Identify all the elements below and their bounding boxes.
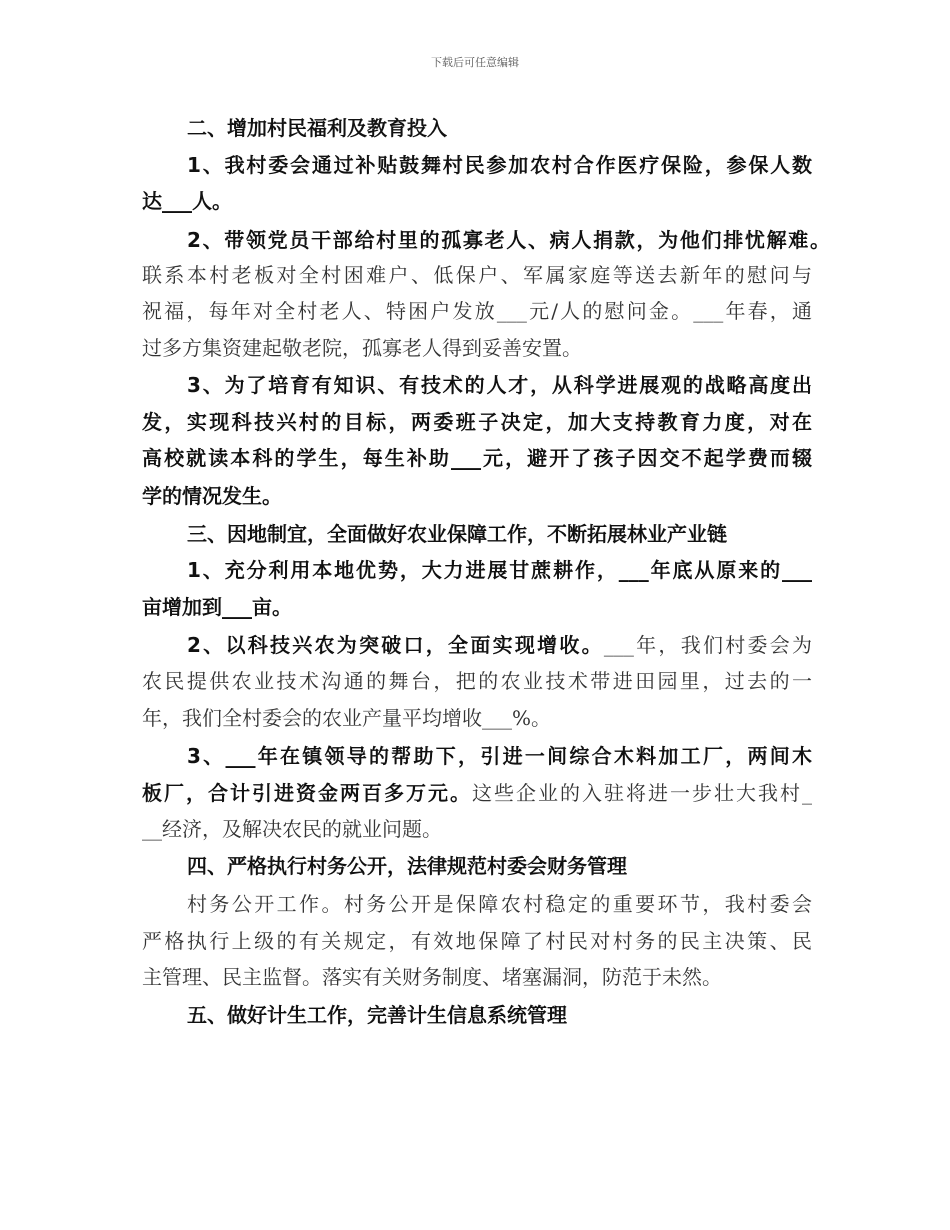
text-bold: 1、充分利用本地优势，大力进展甘蔗耕作，___年底从原来的___: [187, 558, 812, 582]
text-bold: 五、做好计生工作，完善计生信息系统管理: [187, 1003, 567, 1027]
section-heading-5: [187, 1002, 857, 1028]
section-heading-3: [187, 521, 857, 547]
paragraph-line: [142, 409, 812, 435]
text-normal: 严格执行上级的有关规定，有效地保障了村民对村务的民主决策、民: [142, 929, 812, 953]
paragraph-line: [142, 298, 812, 324]
text-normal: 年，我们全村委会的农业产量平均增收___%。: [142, 706, 552, 730]
paragraph-line: [187, 632, 812, 658]
text-bold: 学的情况发生。: [142, 484, 282, 508]
text-normal: 主管理、民主监督。落实有关财务制度、堵塞漏洞，防范于未然。: [142, 965, 722, 989]
text-normal: __经济，及解决农民的就业问题。: [142, 817, 442, 841]
text-normal: ___年，我们村委会为: [603, 633, 813, 657]
paragraph-line: [142, 188, 812, 214]
text-normal: 联系本村老板对全村困难户、低保户、军属家庭等送去新年的慰问与: [142, 263, 812, 287]
paragraph-line: [142, 445, 812, 471]
text-normal: 这些企业的入驻将进一步壮大我村_: [472, 781, 812, 805]
paragraph-line: [142, 928, 812, 954]
section-heading-4: [187, 853, 857, 879]
text-bold: 高校就读本科的学生，每生补助___元，避开了孩子因交不起学费而辍: [142, 446, 812, 470]
text-bold: 3、___年在镇领导的帮助下，引进一间综合木料加工厂，两间木: [187, 744, 812, 768]
text-bold: 二、增加村民福利及教育投入: [187, 116, 447, 140]
text-normal: 农民提供农业技术沟通的舞台，把的农业技术带进田园里，过去的一: [142, 669, 812, 693]
text-bold: 亩增加到___亩。: [142, 595, 292, 619]
text-bold: 3、为了培育有知识、有技术的人才，从科学进展观的战略高度出: [187, 373, 812, 397]
paragraph-line: [142, 335, 812, 361]
paragraph-line: [187, 227, 830, 253]
paragraph-line: [187, 891, 812, 917]
text-normal: 祝福，每年对全村老人、特困户发放___元/人的慰问金。___年春，通: [142, 299, 812, 323]
text-bold: 发，实现科技兴村的目标，两委班子决定，加大支持教育力度，对在: [142, 410, 812, 434]
text-bold: 达___人。: [142, 189, 232, 213]
paragraph-line: [187, 152, 812, 178]
paragraph-line: [142, 816, 812, 842]
page-header: 下载后可任意编辑: [431, 56, 519, 69]
paragraph-line: [142, 964, 812, 990]
paragraph-line: [187, 743, 812, 769]
text-bold: 四、严格执行村务公开，法律规范村委会财务管理: [187, 854, 627, 878]
paragraph-line: [187, 372, 812, 398]
paragraph-line: [142, 668, 812, 694]
section-heading-2: [187, 115, 857, 141]
paragraph-line: [142, 780, 812, 806]
paragraph-line: [142, 594, 812, 620]
text-bold: 板厂，合计引进资金两百多万元。: [142, 781, 472, 805]
text-bold: 1、我村委会通过补贴鼓舞村民参加农村合作医疗保险，参保人数: [187, 153, 812, 177]
paragraph-line: [142, 483, 812, 509]
text-normal: 过多方集资建起敬老院，孤寡老人得到妥善安置。: [142, 336, 582, 360]
paragraph-line: [142, 262, 812, 288]
paragraph-line: [187, 557, 812, 583]
text-bold: 2、以科技兴农为突破口，全面实现增收。: [187, 633, 604, 657]
text-bold: 三、因地制宜，全面做好农业保障工作，不断拓展林业产业链: [187, 522, 727, 546]
paragraph-line: [142, 705, 812, 731]
text-normal: 村务公开工作。村务公开是保障农村稳定的重要环节，我村委会: [187, 892, 812, 916]
text-bold: 2、带领党员干部给村里的孤寡老人、病人捐款，为他们排忧解难。: [187, 228, 830, 252]
